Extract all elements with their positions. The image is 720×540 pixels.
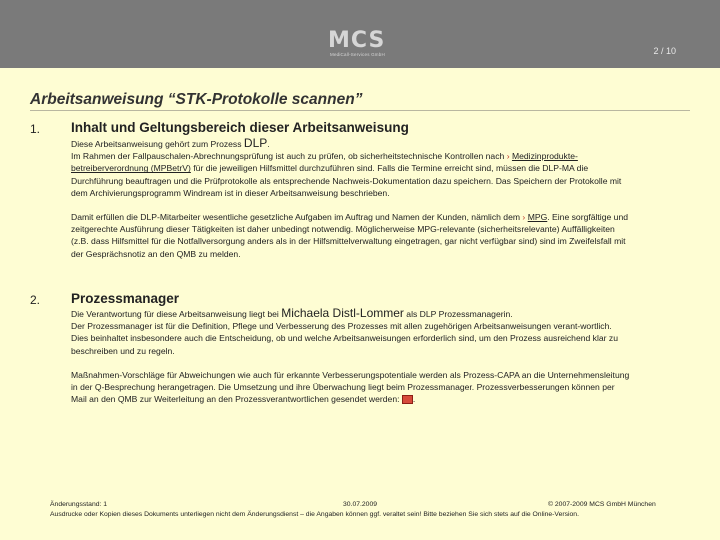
process-manager-name: Michaela Distl-Lommer [281,306,404,320]
link-arrow-icon: › [506,151,510,162]
logo-subtitle: MediCall-Services GmbH [330,52,385,57]
page-indicator: 2 / 10 [653,46,676,56]
mcs-logo [328,30,400,60]
section-1-number: 1. [30,122,41,136]
revision-label: Änderungsstand: 1 [50,501,108,508]
section-1-paragraph-1 [71,150,631,199]
section-1-p1-text-c: Falls die Termine erreicht sind, müssen die DLP-MA die Durchführung beauftragen und die Prüfprotokolle als entsprechende Nachweis-Dokumentation dazu speichern. Das Speichern der Protokolle mit dem Archivierungsprogramm Windream ist in dieser Arbeitsanweisung beschrieben. [71,163,622,198]
logo-text: MCS [328,28,386,53]
section-2-body [71,307,631,405]
mpg-link[interactable]: MPG [527,212,548,223]
section-1-p2-text-a: Damit erfüllen die DLP-Mitarbeiter wesentliche gesetzliche Aufgaben im Auftrag und Namen der Kunden, nämlich dem [71,212,521,223]
header-bar [0,0,720,68]
section-1-body [71,137,631,260]
document-title: Arbeitsanweisung “STK-Protokolle scannen” [30,91,363,108]
process-name: DLP [243,136,268,150]
section-1-lead-end: . [267,139,270,149]
mail-icon[interactable] [402,394,416,405]
link-arrow-icon: › [522,212,526,223]
section-2-lead-end: als DLP Prozessmanagerin. [406,309,513,319]
section-1-paragraph-2 [71,211,631,260]
footer-disclaimer: Ausdrucke oder Kopien dieses Dokuments unterliegen nicht dem Änderungsdienst – die Angaben können ggf. veraltet sein! Bitte beziehen Sie sich stets auf die Online-Version. [50,511,579,518]
section-2-paragraph-2 [71,369,631,406]
footer-copyright: © 2007-2009 MCS GmbH München [548,501,656,508]
section-1-lead [71,137,631,150]
section-2-lead [71,307,631,320]
section-1-p1-text-b: für die jeweiligen Hilfsmittel durchzuführen sind. [193,163,375,174]
footer-date: 30.07.2009 [343,501,378,508]
section-2-p2-text-b: Prozessverbesserungen können per Mail an den QMB zur Weiterleitung an den Prozessverantwortlichen gesendet werden: [71,382,615,405]
footer-row [50,500,680,510]
footer [50,500,680,520]
section-1-p2-text-c: Möglicherweise MPG-relevante (sicherheitsrelevante) Auffälligkeiten (z.B. dass Hilfsmittel für die Notfallversorgung anders als in der Hilfsmittelverwaltung eingetragen, gar nicht verfügbar sind) sind im Zweifelsfall mit der Gesprächsnotiz an den QMB zu melden. [71,224,626,259]
section-1-heading: Inhalt und Geltungsbereich dieser Arbeitsanweisung [71,120,409,135]
section-1-lead-text: Diese Arbeitsanweisung gehört zum Prozess [71,139,242,149]
section-2-heading: Prozessmanager [71,291,180,306]
section-1-p2-text-b: . Eine sorgfältige und zeitgerechte Ausführung dieser Tätigkeiten ist daher unbedingt notwendig. [71,212,629,235]
section-2-p2-text-a: Maßnahmen-Vorschläge für Abweichungen wie auch für erkannte Verbesserungspotentiale werden als Prozess-CAPA an die Unternehmensleitung in der Q-Besprechung herangetragen. Die Umsetzung und ihre Überwachung liegt beim Prozessmanager. [71,369,630,393]
section-2-paragraph-1: Der Prozessmanager ist für die Definition, Pflege und Verbesserung des Prozesses mit allen zugehörigen Arbeitsanweisungen verant-wortlich. Dies beinhaltet insbesondere auch die Entscheidung, ob und welche Arbeitsanweisungen erforderlich sind, um den Prozess ausreichend klar zu beschreiben und zu regeln. [71,321,618,356]
title-divider [30,110,690,111]
section-2-p2-end: . [412,394,416,405]
mpbetrv-link[interactable]: Medizinprodukte-betreiberverordnung (MPBetrV) [71,151,578,174]
section-2-number: 2. [30,293,41,307]
section-1-p1-text-a: Im Rahmen der Fallpauschalen-Abrechnungsprüfung ist auch zu prüfen, ob sicherheitstechnische Kontrollen nach [71,151,505,162]
section-2-lead-text: Die Verantwortung für diese Arbeitsanweisung liegt bei [71,309,279,319]
